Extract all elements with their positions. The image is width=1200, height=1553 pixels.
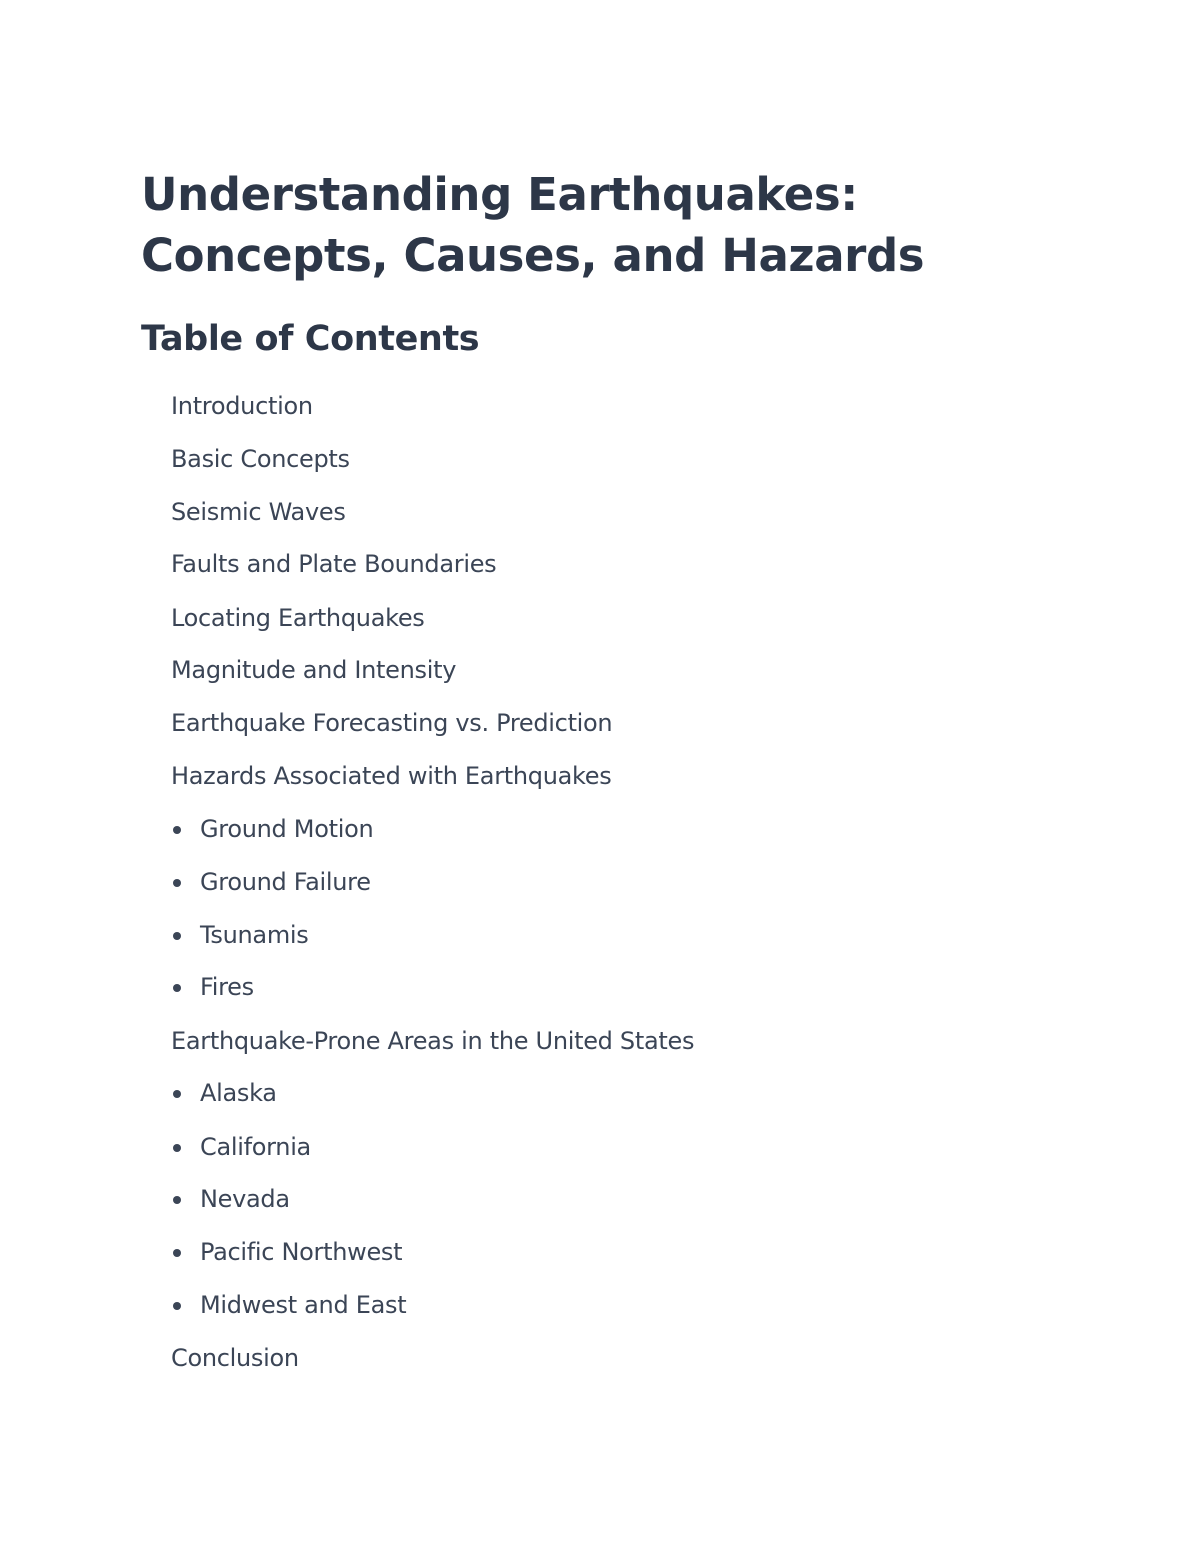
toc-subitem-label: Tsunamis [200, 921, 309, 949]
toc-item-label: Magnitude and Intensity [171, 656, 457, 684]
toc-item-label: Seismic Waves [171, 498, 346, 526]
toc-item-label: Earthquake Forecasting vs. Prediction [171, 709, 613, 737]
toc-subitem-label: Ground Failure [200, 868, 371, 896]
toc-subitem-label: Fires [200, 973, 254, 1001]
toc-item-label: Introduction [171, 392, 313, 420]
bullet-icon [173, 932, 181, 940]
toc-subitem-label: California [200, 1133, 311, 1161]
toc-item-label: Basic Concepts [171, 445, 350, 473]
toc-item-label: Earthquake-Prone Areas in the United States [171, 1027, 695, 1055]
toc-subitem-label: Midwest and East [200, 1291, 407, 1319]
toc-item-label: Hazards Associated with Earthquakes [171, 762, 612, 790]
toc-item-label: Conclusion [171, 1344, 299, 1372]
toc-heading: Table of Contents [141, 319, 480, 359]
bullet-icon [173, 984, 181, 992]
bullet-icon [173, 1302, 181, 1310]
toc-subitem-label: Pacific Northwest [200, 1238, 403, 1266]
document-title: Understanding Earthquakes: Concepts, Causes, and Hazards [141, 168, 925, 282]
toc-item-label: Faults and Plate Boundaries [171, 550, 497, 578]
bullet-icon [173, 1196, 181, 1204]
bullet-icon [173, 879, 181, 887]
toc-item-label: Locating Earthquakes [171, 604, 425, 632]
bullet-icon [173, 1249, 181, 1257]
bullet-icon [173, 1144, 181, 1152]
bullet-icon [173, 826, 181, 834]
toc-subitem-label: Ground Motion [200, 815, 374, 843]
toc-subitem-label: Alaska [200, 1079, 277, 1107]
toc-subitem-label: Nevada [200, 1185, 290, 1213]
bullet-icon [173, 1090, 181, 1098]
